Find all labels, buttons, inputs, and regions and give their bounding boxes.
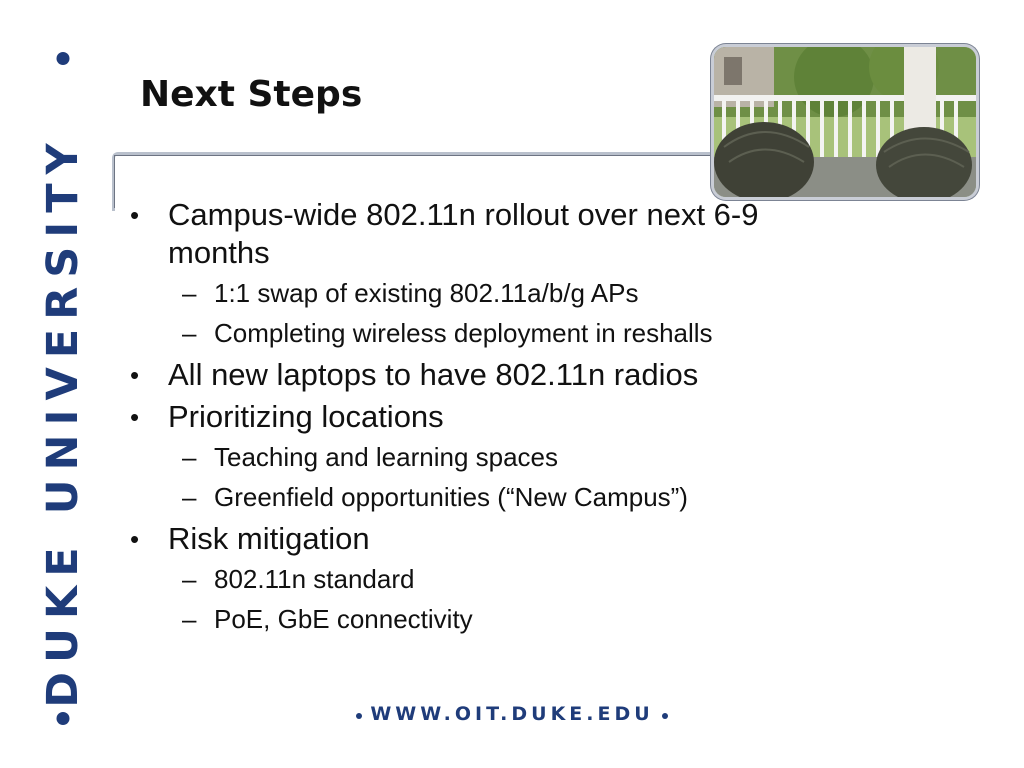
footer [0,703,1024,725]
sub-bullet-item [130,602,890,636]
bullet-text: Prioritizing locations [168,399,444,434]
bullet-mark: • [130,402,140,432]
duke-university-wordmark [18,40,108,730]
sub-bullet-item [130,480,890,514]
sub-bullet-text: Teaching and learning spaces [214,442,559,472]
footer-dot-left [356,713,362,719]
bullet-item [130,356,890,394]
bullet-text: Campus-wide 802.11n rollout over next 6-9 [168,197,759,232]
slide-title: Next Steps [140,74,363,115]
bullet-text: Risk mitigation [168,521,370,556]
sub-bullet-text: Completing wireless deployment in reshalls [214,318,713,348]
footer-url: WWW.OIT.DUKE.EDU [370,703,654,725]
bullet-item [130,520,890,558]
sub-bullet-item [130,562,890,596]
porch-photo [714,47,976,197]
sub-bullet-item [130,276,890,310]
bullet-mark: • [130,524,140,554]
bullet-item [130,398,890,436]
bullet-list [130,196,890,642]
sub-bullet-text: 802.11n standard [214,564,415,594]
dash-mark: – [182,442,197,472]
brand-dot-top [57,52,70,65]
sub-bullet-text: Greenfield opportunities (“New Campus”) [214,482,688,512]
dash-mark: – [182,604,197,634]
dash-mark: – [182,318,197,348]
bullet-item [130,196,890,272]
brand-vertical-text: DUKE UNIVERSITY [38,134,88,708]
bullet-text: All new laptops to have 802.11n radios [168,357,699,392]
dash-mark: – [182,482,197,512]
bullet-mark: • [130,360,140,390]
sub-bullet-item [130,316,890,350]
sub-bullet-text: PoE, GbE connectivity [214,604,473,634]
sub-bullet-text: 1:1 swap of existing 802.11a/b/g APs [214,278,639,308]
sub-bullet-item [130,440,890,474]
footer-dot-right [662,713,668,719]
dash-mark: – [182,564,197,594]
bullet-text-continued: months [168,235,270,270]
dash-mark: – [182,278,197,308]
bullet-mark: • [130,200,140,230]
